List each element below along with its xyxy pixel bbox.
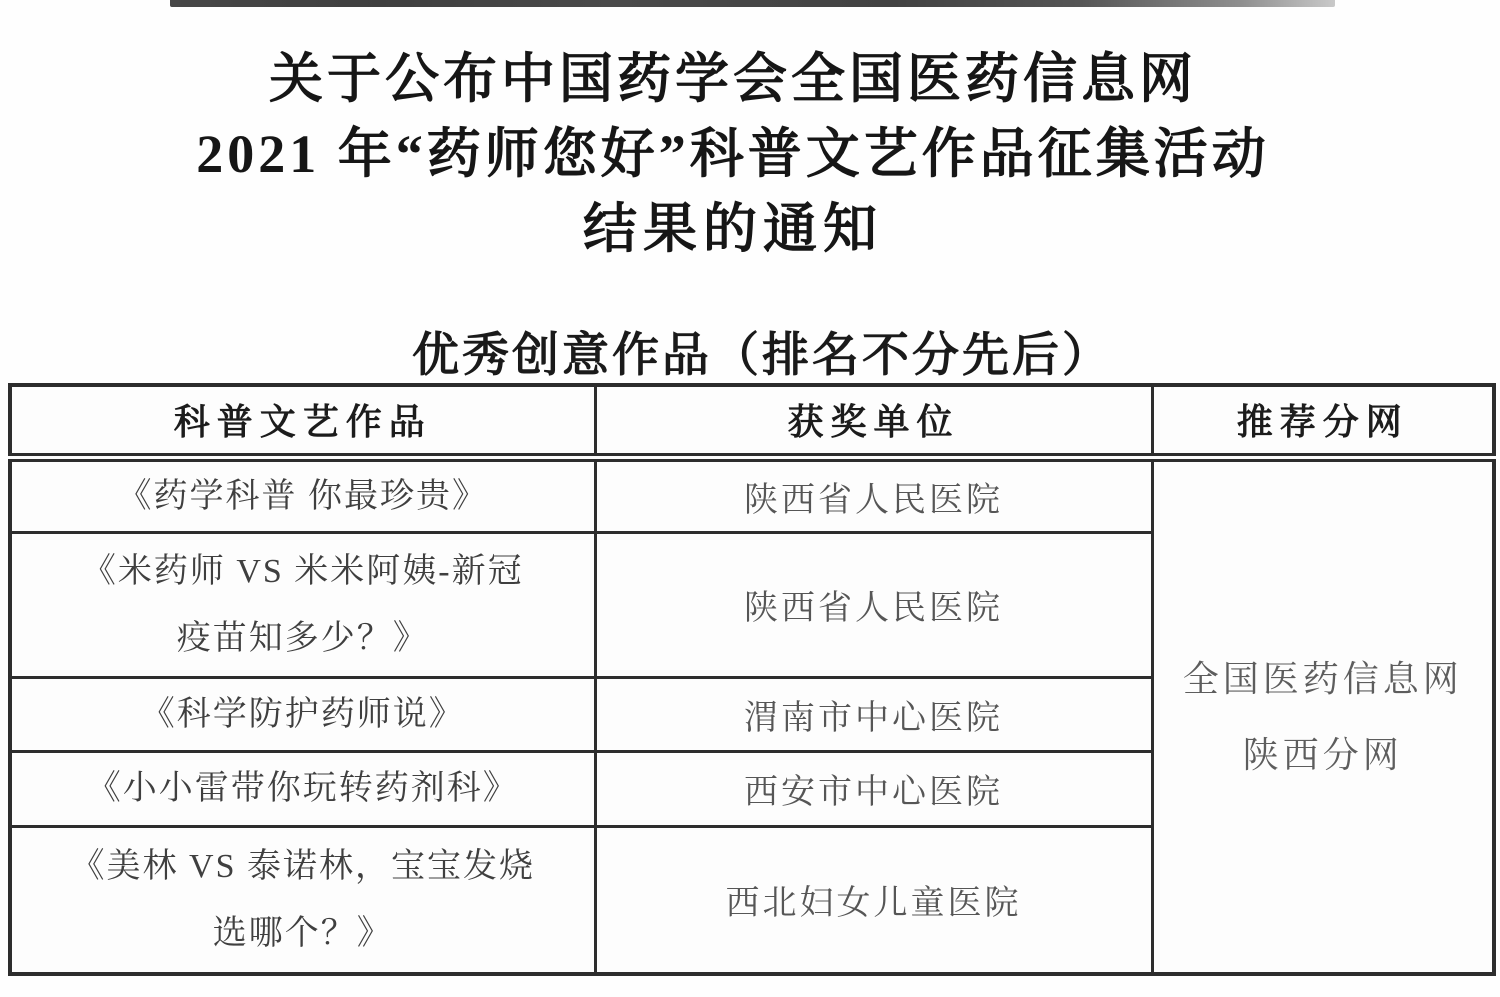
work-title-text: 《米药师 VS 米米阿姨-新冠: [81, 552, 524, 590]
unit-cell: 陕西省人民医院: [595, 532, 1152, 677]
network-cell: [1152, 457, 1494, 974]
work-title-text: 《科学防护药师说》: [140, 695, 465, 733]
section-title: 优秀创意作品（排名不分先后）: [412, 330, 1112, 382]
column-header-unit: 获奖单位: [595, 385, 1152, 457]
column-header-work: 科普文艺作品: [10, 385, 595, 457]
awards-table: [8, 383, 1496, 976]
work-title-cell: [10, 826, 595, 974]
work-title-text: 《药学科普 你最珍贵》: [117, 477, 488, 515]
network-line-2: 陕西分网: [1242, 734, 1403, 775]
notice-title-line-3: 结果的通知: [583, 199, 883, 259]
notice-title: [0, 42, 1500, 267]
header-row: [10, 385, 1494, 457]
network-line-1: 全国医药信息网: [1182, 658, 1463, 699]
unit-cell: 渭南市中心医院: [595, 677, 1152, 751]
work-title-text: 选哪个？》: [212, 914, 393, 952]
unit-cell: 西北妇女儿童医院: [595, 826, 1152, 974]
work-title-cell: [10, 677, 595, 751]
cropped-text-strip: [170, 0, 1335, 7]
notice-title-line-2: 2021 年“药师您好”科普文艺作品征集活动: [196, 124, 1270, 184]
column-header-network: 推荐分网: [1152, 385, 1494, 457]
work-title-cell: [10, 751, 595, 826]
table-row: [10, 457, 1494, 532]
unit-cell: 西安市中心医院: [595, 751, 1152, 826]
unit-cell: 陕西省人民医院: [595, 457, 1152, 532]
notice-title-line-1: 关于公布中国药学会全国医药信息网: [269, 49, 1197, 109]
work-title-text: 《小小雷带你玩转药剂科》: [86, 770, 519, 807]
work-title-cell: [10, 457, 595, 532]
work-title-text: 《美林 VS 泰诺林，宝宝发烧: [70, 847, 535, 885]
work-title-text: 疫苗知多少？》: [176, 619, 429, 657]
work-title-cell: [10, 532, 595, 677]
